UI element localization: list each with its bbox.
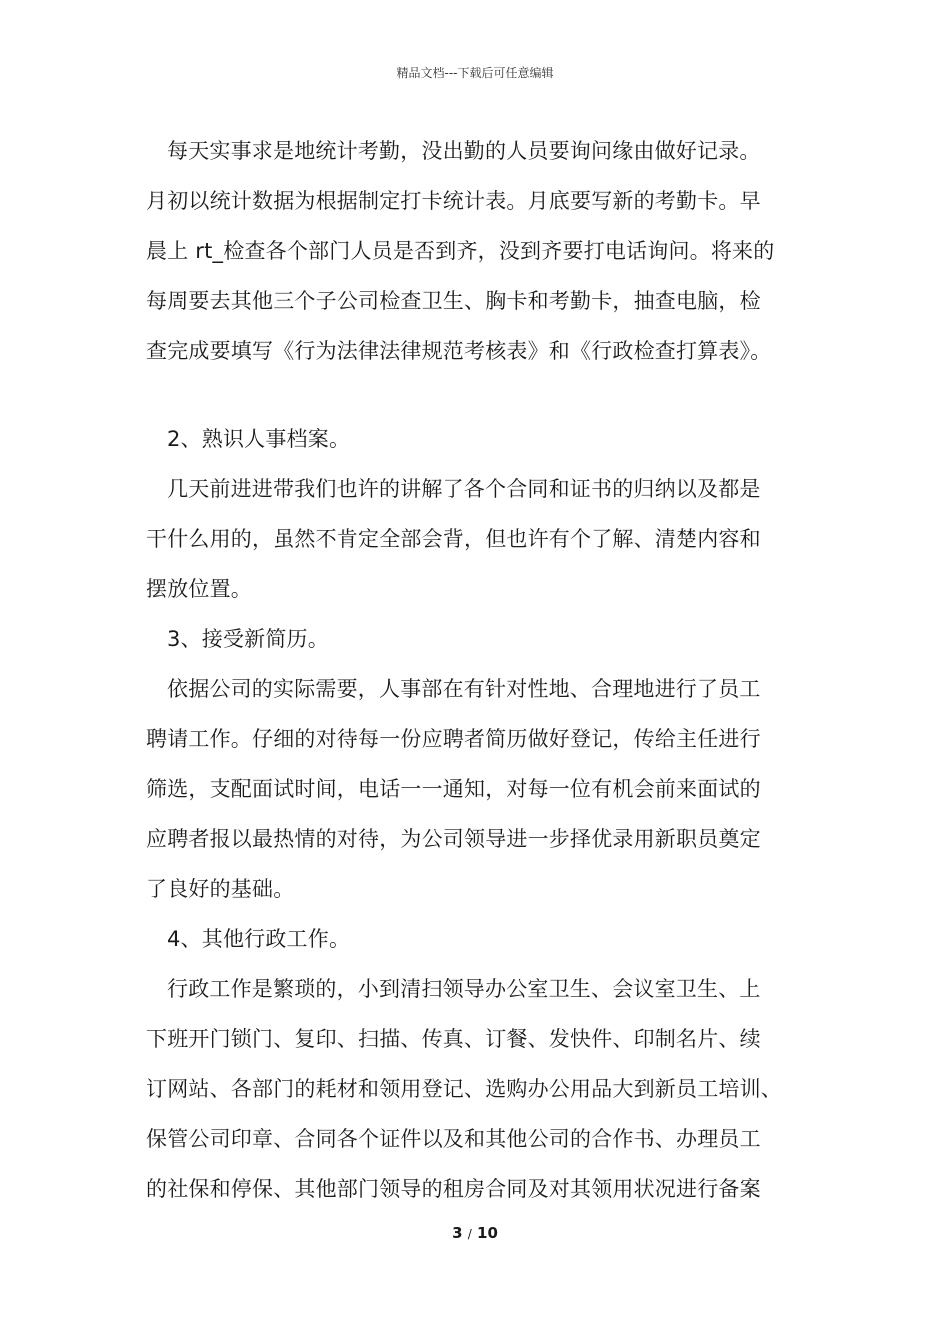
section-heading-4: 4、其他行政工作。	[167, 927, 351, 951]
text-line: 订网站、各部门的耗材和领用登记、选购办公用品大到新员工培训、	[146, 1077, 782, 1101]
section-heading-3: 3、接受新简历。	[167, 627, 329, 651]
text-line: 下班开门锁门、复印、扫描、传真、订餐、发快件、印制名片、续	[146, 1027, 761, 1051]
text-line: 聘请工作。仔细的对待每一份应聘者简历做好登记，传给主任进行	[146, 727, 761, 751]
paragraph-resumes	[146, 664, 826, 914]
total-pages: 10	[477, 1224, 498, 1242]
text-line: 月初以统计数据为根据制定打卡统计表。月底要写新的考勤卡。早	[146, 189, 761, 213]
text-line: 查完成要填写《行为法律法律规范考核表》和《行政检查打算表》。	[146, 339, 772, 363]
text-line: 每天实事求是地统计考勤，没出勤的人员要询问缘由做好记录。	[167, 139, 761, 163]
page-separator: /	[467, 1227, 472, 1241]
text-line: 行政工作是繁琐的，小到清扫领导办公室卫生、会议室卫生、上	[167, 977, 761, 1001]
paragraph-admin-work	[146, 964, 826, 1214]
text-line: 的社保和停保、其他部门领导的租房合同及对其领用状况进行备案	[146, 1177, 761, 1201]
text-line: 摆放位置。	[146, 577, 252, 601]
document-body	[146, 126, 826, 1214]
text-line: 晨上 rt_检查各个部门人员是否到齐，没到齐要打电话询问。将来的	[146, 239, 775, 263]
text-line: 应聘者报以最热情的对待，为公司领导进一步择优录用新职员奠定	[146, 827, 761, 851]
text-line: 每周要去其他三个子公司检查卫生、胸卡和考勤卡，抽查电脑，检	[146, 289, 761, 313]
paragraph-attendance	[146, 126, 826, 376]
text-line: 依据公司的实际需要，人事部在有针对性地、合理地进行了员工	[167, 677, 761, 701]
section-heading-2: 2、熟识人事档案。	[167, 427, 351, 451]
paragraph-gap	[146, 376, 826, 414]
text-line: 保管公司印章、合同各个证件以及和其他公司的合作书、办理员工	[146, 1127, 761, 1151]
text-line: 几天前进进带我们也许的讲解了各个合同和证书的归纳以及都是	[167, 477, 761, 501]
page-number	[0, 1224, 950, 1242]
current-page: 3	[452, 1224, 463, 1242]
text-line: 筛选，支配面试时间，电话一一通知，对每一位有机会前来面试的	[146, 777, 761, 801]
page-header: 精品文档---下载后可任意编辑	[396, 66, 554, 80]
text-line: 干什么用的，虽然不肯定全部会背，但也许有个了解、清楚内容和	[146, 527, 761, 551]
paragraph-archives	[146, 464, 826, 614]
text-line: 了良好的基础。	[146, 877, 295, 901]
